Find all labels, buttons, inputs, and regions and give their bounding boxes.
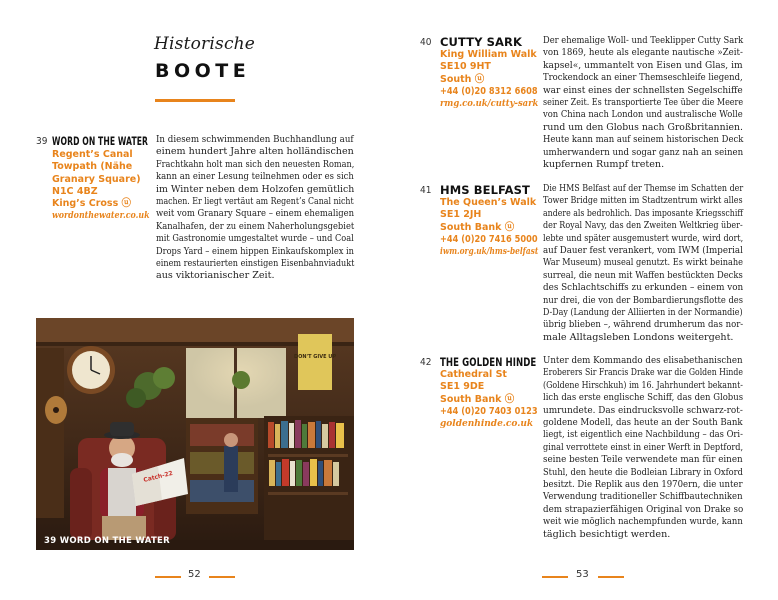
footer-rule: [155, 576, 181, 578]
entry-number: 42: [420, 357, 432, 368]
text-line: Kanalhafen, der zu einem Naherholungsgebiet: [156, 220, 355, 232]
text-line: Stuhl, den heute die Bodleian Library in Oxford: [543, 466, 743, 478]
entry-description: [156, 134, 398, 283]
website-link[interactable]: iwm.org.uk/hms-belfast: [440, 247, 539, 258]
text-line: Trockendock an einer Themseschleife liegend,: [543, 72, 743, 84]
text-line: ginal verrottete einst in einer Werft in Deptford,: [543, 441, 744, 453]
text-line: auf Dauer fest verankert, vom IWM (Imperial: [543, 245, 743, 257]
text-line: liegt, ist eigentlich eine Nachbildung – das Ori-: [543, 429, 743, 441]
text-line: täglich besichtigt werden.: [543, 528, 671, 540]
entry-description: [543, 183, 778, 344]
text-line: Die HMS Belfast auf der Themse im Schatten der: [543, 183, 744, 194]
text-line: weit vom Granary Square – einem ehemaligen: [156, 208, 355, 220]
text-line: seiner Zeit. Es transportierte Tee über die Meere: [543, 97, 744, 109]
entry-number: 39: [36, 136, 48, 147]
text-line: Heute kann man auf seinem historischen Deck: [543, 134, 744, 146]
website-link[interactable]: wordonthewater.co.uk: [52, 211, 150, 222]
address-line: King William Walk: [440, 49, 537, 60]
entry-title: HMS BELFAST: [440, 183, 530, 197]
poster-text: DON'T GIVE UP: [294, 354, 336, 360]
text-line: (Goldene Hirschkuh) im 16. Jahrhundert bekannt-: [543, 379, 743, 391]
section-subtitle: Historische: [154, 34, 256, 54]
text-line: machen. Er liegt vertäut am Regent’s Canal nicht: [156, 196, 354, 208]
text-line: der Royal Navy, das den Zweiten Weltkrieg über-: [543, 220, 743, 232]
text-line: Der ehemalige Woll- und Teeklipper Cutty Sark: [543, 35, 744, 46]
text-line: Tower Bridge mitten im Stadtzentrum wirkt alles: [543, 195, 743, 207]
photo-caption: 39 WORD ON THE WATER: [44, 536, 170, 546]
footer-rule: [542, 576, 568, 578]
phone-number[interactable]: +44 (0)20 7403 0123: [440, 405, 538, 417]
text-line: Verwendung traditioneller Schiffbautechniken: [543, 491, 743, 503]
phone-number[interactable]: +44 (0)20 7416 5000: [440, 233, 538, 245]
text-line: Unter dem Kommando des elisabethanischen: [543, 355, 743, 366]
bookshop-boat-photo: [36, 318, 354, 550]
entry-description: [543, 355, 778, 541]
text-line: lich das erste englische Schiff, das den Globus: [543, 392, 744, 404]
text-line: seine besten Teile verwendete man für einen: [543, 454, 743, 466]
page-number-right: 53: [576, 569, 589, 580]
text-line: War Museum) museal genutzt. Es wirkt beinahe: [543, 257, 744, 269]
text-line: nur drei, die von der Bombardierungsflotte des: [543, 294, 744, 306]
text-line: rund um den Globus nach Großbritannien.: [543, 121, 743, 133]
text-line: kann an einer Lesung teilnehmen oder es sich: [156, 171, 354, 183]
tube-station: South Bank ⓤ: [440, 221, 515, 233]
address-line: Granary Square): [52, 173, 141, 185]
entry-title: CUTTY SARK: [440, 35, 523, 49]
text-line: D-Day (Landung der Alliierten in der Normandie): [543, 307, 743, 319]
text-line: dem strapazierfähigen Original von Drake so: [543, 503, 744, 515]
entry-info: [440, 369, 553, 430]
text-line: im Winter neben dem Holzofen gemütlich: [156, 183, 355, 195]
text-line: war einst eines der schnellsten Segelschiffe: [543, 84, 743, 96]
text-line: aus viktorianischer Zeit.: [156, 270, 275, 282]
entry-description: [543, 35, 778, 171]
address-line: Cathedral St: [440, 369, 507, 380]
page-number-left: 52: [188, 569, 201, 580]
address-line: Regent’s Canal: [52, 149, 133, 160]
footer-rule: [209, 576, 235, 578]
address-line: Towpath (Nähe: [52, 161, 133, 173]
postcode: SE1 9DE: [440, 381, 485, 393]
text-line: Eroberers Sir Francis Drake war die Golden Hinde: [543, 367, 743, 379]
text-line: male Alltagsleben Londons weitergeht.: [543, 331, 734, 343]
text-line: von 1869, heute als elegante nautische »Zeit-: [543, 47, 743, 59]
text-line: goldene Modell, das heute an der South Bank: [543, 417, 743, 429]
text-line: Drops Yard – einem hippen Einkaufskomplex in: [156, 245, 355, 257]
entry-title: THE GOLDEN HINDE: [440, 355, 537, 369]
entry-info: [440, 197, 559, 258]
address-line: The Queen’s Walk: [440, 197, 537, 208]
entry-title: WORD ON THE WATER: [52, 134, 149, 148]
text-line: umrundete. Das eindrucksvolle schwarz-rot-: [543, 404, 743, 416]
text-line: In diesem schwimmenden Buchhandlung auf: [156, 134, 354, 145]
text-line: einem hundert Jahre alten holländischen: [156, 146, 354, 158]
text-line: besitzt. Die Replik aus den 1970ern, die unter: [543, 479, 743, 491]
heading-rule: [155, 99, 235, 102]
phone-number[interactable]: +44 (0)20 8312 6608: [440, 85, 538, 97]
entry-number: 41: [420, 185, 432, 196]
text-line: des Schlachtschiffs zu erkunden – einem von: [543, 282, 744, 294]
tube-station: King’s Cross ⓤ: [52, 198, 132, 210]
text-line: andere als bedrohlich. Das imposante Kriegsschiff: [543, 207, 743, 219]
text-line: lebte und später ausgemustert wurde, wird dort,: [543, 232, 744, 244]
footer-rule: [598, 576, 624, 578]
text-line: Frachtkahn holt man sich den neuesten Roman,: [156, 158, 355, 170]
text-line: weit wie möglich nachempfunden wurde, kann: [543, 516, 743, 528]
text-line: einem restaurierten einstigen Eisenbahnviadukt: [156, 258, 355, 270]
text-line: kapsel«, ummantelt von Eisen und Glas, im: [543, 59, 743, 71]
text-line: surreal, die neun mit Waffen bestückten Decks: [543, 269, 743, 281]
book-title-text: Catch-22: [142, 469, 174, 484]
website-link[interactable]: rmg.co.uk/cutty-sark: [440, 99, 539, 110]
text-line: von China nach London und australische Wolle: [543, 109, 743, 121]
entry-number: 40: [420, 37, 432, 48]
text-line: übrig blieben –, während drumherum das nor-: [543, 319, 744, 331]
entry-info: [52, 149, 164, 223]
section-title: BOOTE: [155, 60, 251, 82]
website-link[interactable]: goldenhinde.co.uk: [440, 419, 534, 430]
text-line: umherwandern und sogar ganz nah an seinen: [543, 146, 744, 158]
postcode: SE10 9HT: [440, 61, 491, 73]
tube-station: South Bank ⓤ: [440, 393, 515, 405]
photo-illustration: [36, 318, 354, 550]
postcode: N1C 4BZ: [52, 185, 98, 197]
text-line: mit Gastronomie umgestaltet wurde – und Coal: [156, 233, 354, 245]
postcode: SE1 2JH: [440, 209, 482, 221]
tube-station: South ⓤ: [440, 73, 485, 85]
entry-info: [440, 49, 553, 110]
text-line: kupfernen Rumpf treten.: [543, 159, 665, 171]
